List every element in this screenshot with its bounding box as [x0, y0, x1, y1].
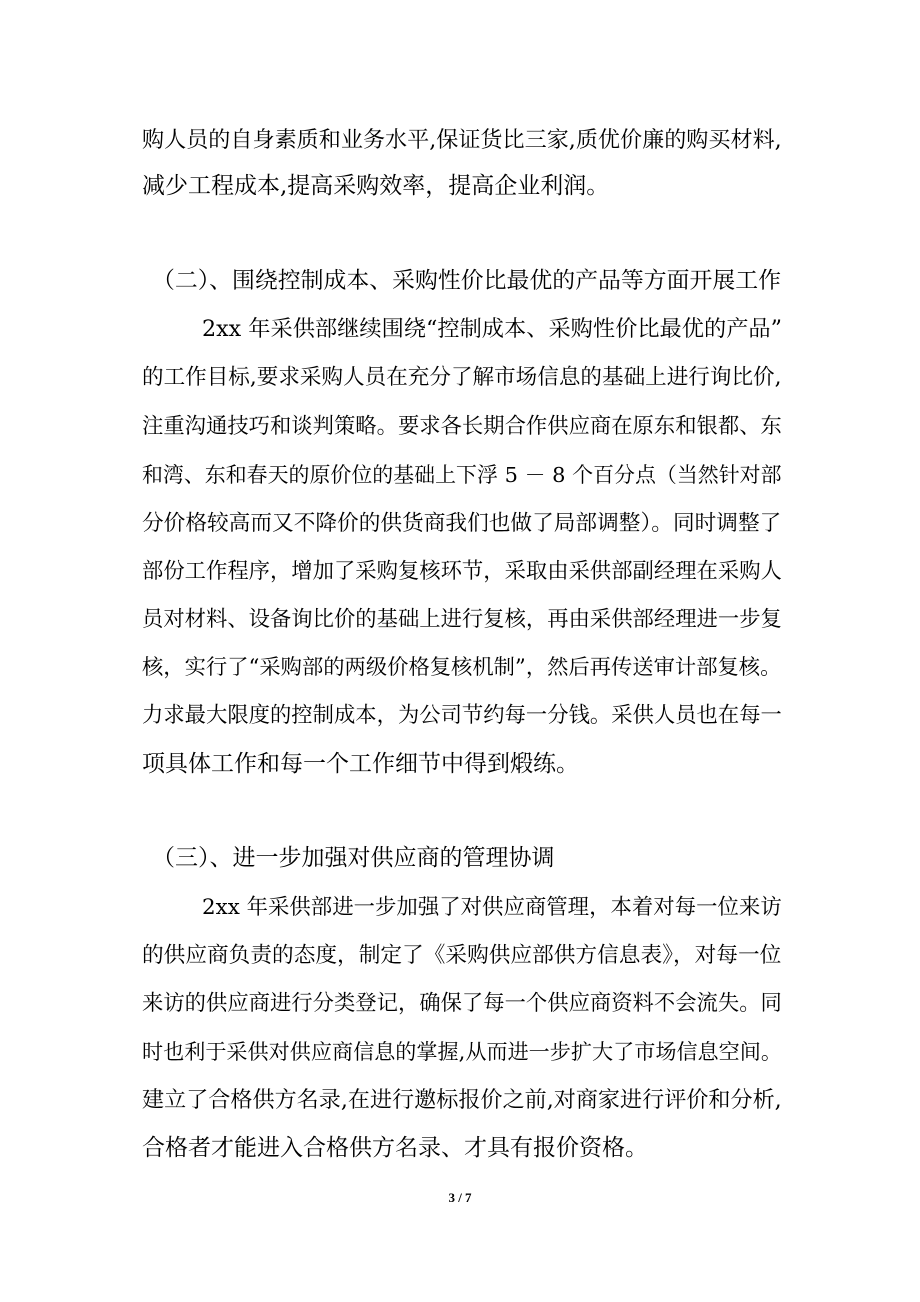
- body-line: 员对材料、设备询比价的基础上进行复核，再由采供部经理进一步复: [142, 607, 782, 632]
- body-line: 注重沟通技巧和谈判策略。要求各长期合作供应商在原东和银都、东: [142, 414, 782, 439]
- body-line: 合格者才能进入合格供方名录、才具有报价资格。: [142, 1135, 648, 1161]
- body-line: 时也利于采供对供应商信息的掌握,从而进一步扩大了市场信息空间。: [142, 1039, 782, 1064]
- body-line: 和湾、东和春天的原价位的基础上下浮 5 － 8 个百分点（当然针对部: [142, 463, 782, 487]
- body-line: 的供应商负责的态度，制定了《采购供应部供方信息表》，对每一位: [142, 943, 782, 968]
- body-line: 的工作目标,要求采购人员在充分了解市场信息的基础上进行询比价,: [142, 365, 782, 390]
- page-number: 3 / 7: [448, 1190, 472, 1205]
- body-line: 购人员的自身素质和业务水平,保证货比三家,质优价廉的购买材料,: [142, 127, 782, 153]
- body-line: 核，实行了“采购部的两级价格复核机制”，然后再传送审计部复核。: [142, 655, 782, 680]
- body-line: 减少工程成本,提高采购效率，提高企业利润。: [142, 173, 610, 199]
- body-line: 力求最大限度的控制成本，为公司节约每一分钱。采供人员也在每一: [142, 703, 782, 728]
- body-line: 2xx 年采供部继续围绕“控制成本、采购性价比最优的产品”: [202, 316, 783, 342]
- body-line: 分价格较高而又不降价的供货商我们也做了局部调整）。同时调整了: [142, 511, 782, 536]
- section-heading: （二）、围绕控制成本、采购性价比最优的产品等方面开展工作: [152, 268, 782, 294]
- section-heading: （三）、进一步加强对供应商的管理协调: [152, 845, 555, 871]
- body-line: 建立了合格供方名录,在进行邀标报价之前,对商家进行评价和分析,: [142, 1087, 782, 1113]
- body-line: 项具体工作和每一个工作细节中得到煅练。: [142, 751, 579, 777]
- body-line: 2xx 年采供部进一步加强了对供应商管理，本着对每一位来访: [202, 895, 782, 920]
- body-line: 来访的供应商进行分类登记，确保了每一个供应商资料不会流失。同: [142, 991, 782, 1016]
- body-line: 部份工作程序，增加了采购复核环节，采取由采供部副经理在采购人: [142, 559, 782, 584]
